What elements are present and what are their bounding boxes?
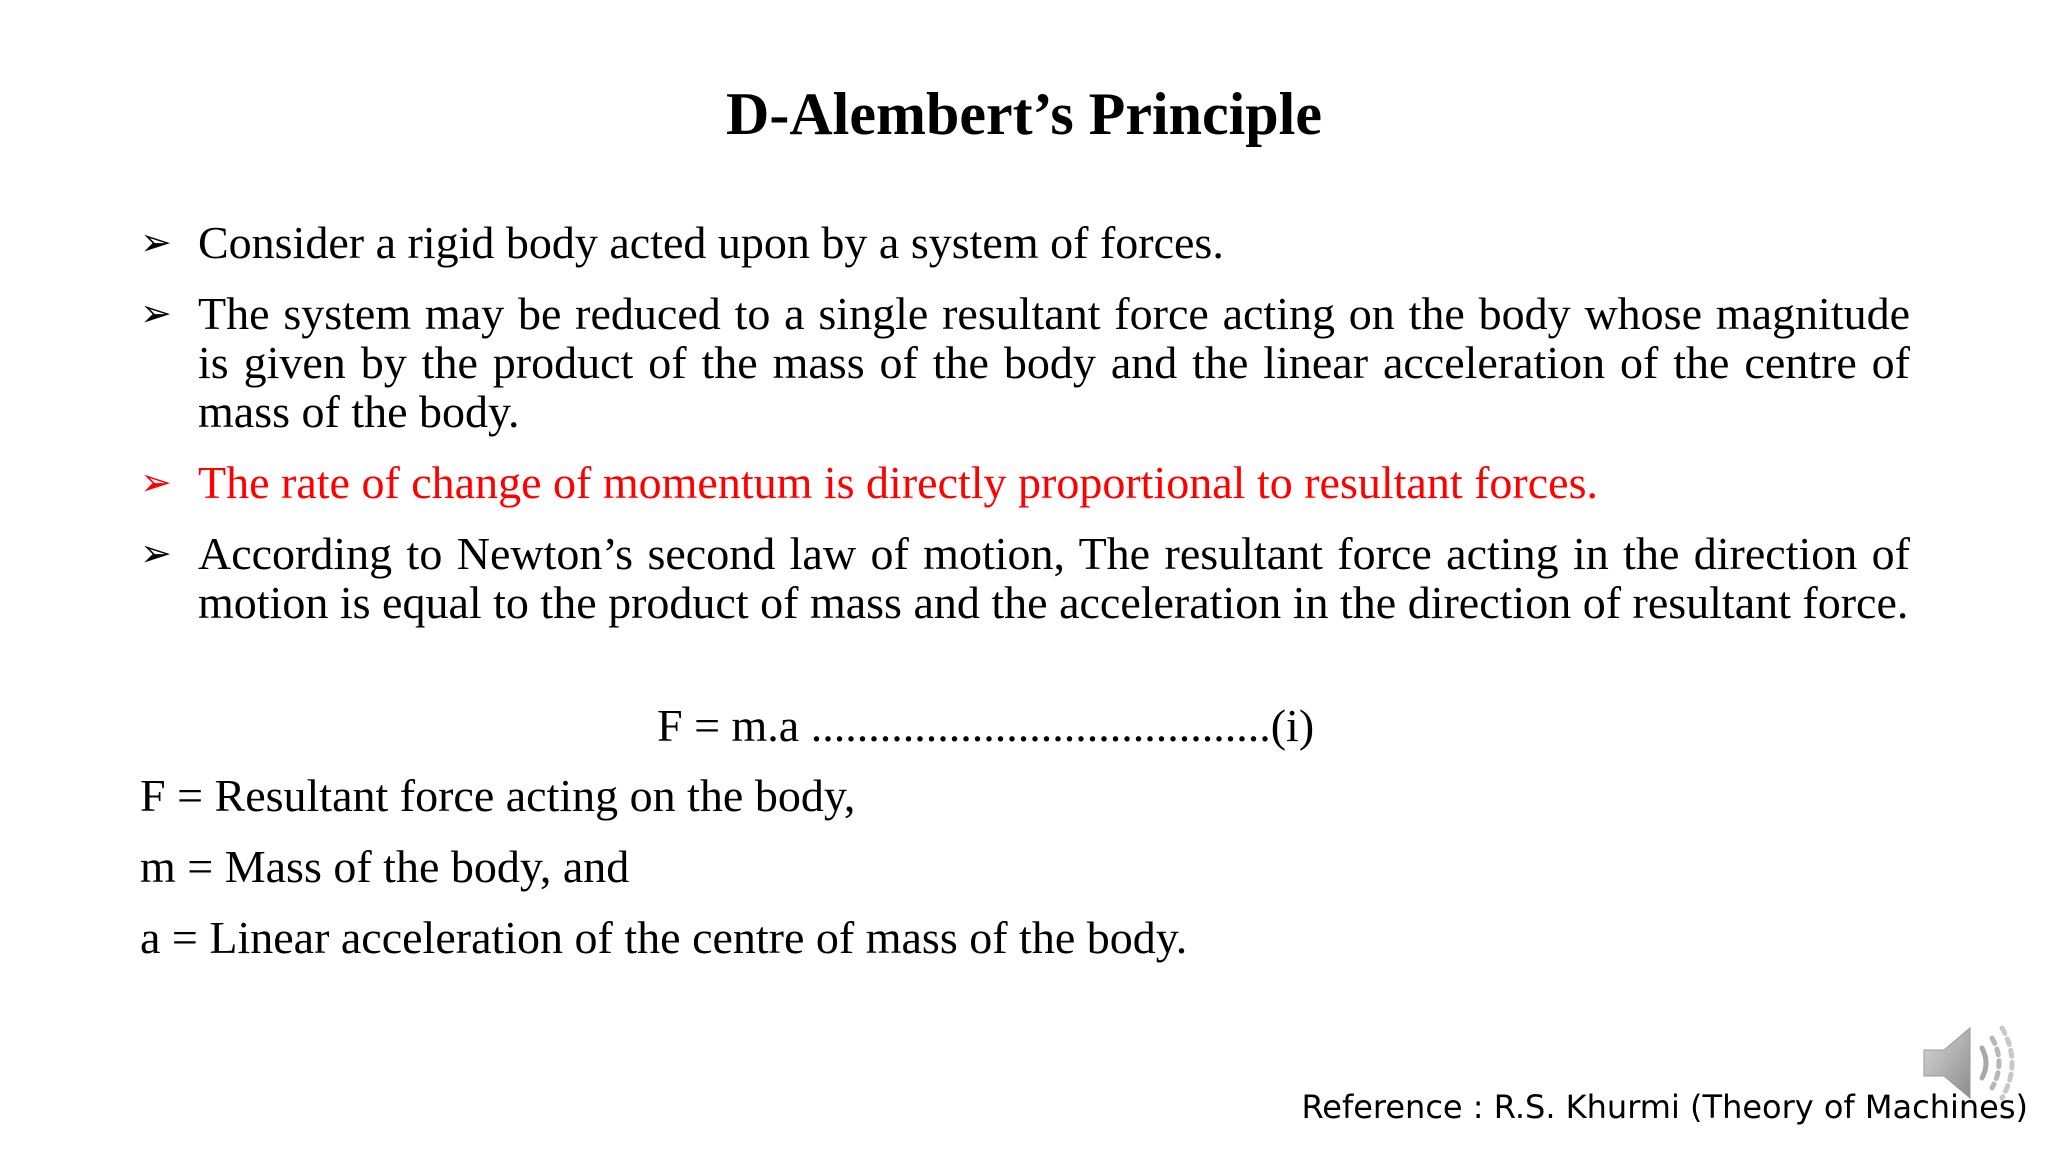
arrow-bullet-icon: ➢ xyxy=(140,460,172,504)
bullet-list xyxy=(140,218,1910,649)
bullet-item xyxy=(140,529,1910,627)
definition-item: m = Mass of the body, and xyxy=(140,841,630,892)
bullet-item-highlighted xyxy=(140,458,1910,507)
bullet-text: Consider a rigid body acted upon by a system of forces. xyxy=(198,217,1224,268)
formula: F = m.a ........................................(i) xyxy=(657,700,1315,751)
bullet-text: The rate of change of momentum is directly proportional to resultant forces. xyxy=(198,457,1598,508)
bullet-text: The system may be reduced to a single resultant force acting on the body whose magnitude is given by the product of the mass of the body and the linear acceleration of the centre of mass of the body. xyxy=(198,288,1910,437)
slide-title: D-Alembert’s Principle xyxy=(726,81,1322,147)
definition-list xyxy=(140,770,1187,983)
bullet-item xyxy=(140,289,1910,436)
bullet-text: According to Newton’s second law of motion, The resultant force acting in the direction of motion is equal to the product of mass and the acceleration in the direction of resultant force. xyxy=(198,528,1910,628)
arrow-bullet-icon: ➢ xyxy=(140,531,172,575)
definition-item: a = Linear acceleration of the centre of mass of the body. xyxy=(140,912,1188,963)
bullet-item xyxy=(140,218,1910,267)
reference-text: Reference : R.S. Khurmi (Theory of Machines) xyxy=(1301,1088,2028,1126)
definition-item: F = Resultant force acting on the body, xyxy=(140,770,856,821)
arrow-bullet-icon: ➢ xyxy=(140,291,172,335)
arrow-bullet-icon: ➢ xyxy=(140,220,172,264)
